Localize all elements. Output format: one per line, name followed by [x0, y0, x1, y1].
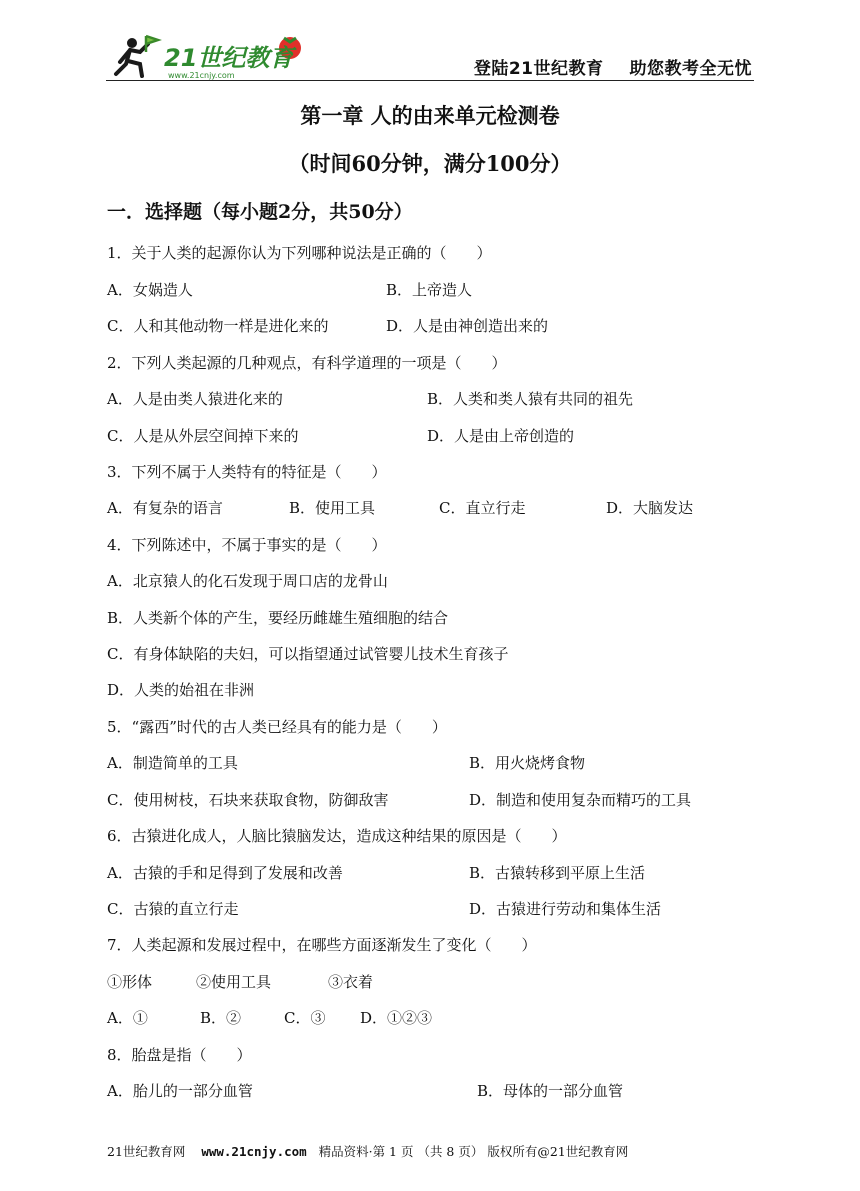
option-3c: C．直立行走: [439, 499, 526, 517]
option-2b: B．人类和类人猿有共同的祖先: [427, 390, 634, 408]
option-4a: A．北京猿人的化石发现于周口店的龙骨山: [107, 572, 388, 590]
page-subtitle: （时间60分钟，满分100分）: [288, 151, 572, 176]
option-7d: D．①②③: [360, 1009, 433, 1027]
option-7c: C．③: [284, 1009, 326, 1027]
option-5d: D．制造和使用复杂而精巧的工具: [469, 791, 692, 809]
option-7b: B．②: [200, 1009, 242, 1027]
header-slogan: [474, 54, 752, 79]
question-2: 2．下列人类起源的几种观点，有科学道理的一项是（ ）: [107, 354, 507, 372]
option-7a: A．①: [107, 1009, 148, 1027]
option-8b: B．母体的一部分血管: [477, 1082, 624, 1100]
option-6d: D．古猿进行劳动和集体生活: [469, 900, 662, 918]
option-1b: B．上帝造人: [386, 281, 473, 299]
option-1d: D．人是由神创造出来的: [386, 317, 549, 335]
page-footer: [107, 1142, 628, 1160]
option-4d: D．人类的始祖在非洲: [107, 681, 255, 699]
question-5: 5．“露西”时代的古人类已经具有的能力是（ ）: [107, 718, 447, 736]
question-3: 3．下列不属于人类特有的特征是（ ）: [107, 463, 387, 481]
item-7-3: ③衣着: [328, 973, 374, 991]
slogan-left: 登陆21世纪教育: [473, 59, 604, 79]
option-1c: C．人和其他动物一样是进化来的: [107, 317, 329, 335]
item-7-1: ①形体: [107, 973, 153, 991]
option-5c: C．使用树枝，石块来获取食物，防御敌害: [107, 791, 389, 809]
question-8: 8．胎盘是指（ ）: [107, 1046, 252, 1064]
option-6b: B．古猿转移到平原上生活: [469, 864, 646, 882]
option-2d: D．人是由上帝创造的: [427, 427, 575, 445]
option-6c: C．古猿的直立行走: [107, 900, 239, 918]
option-4b: B．人类新个体的产生，要经历雌雄生殖细胞的结合: [107, 609, 449, 627]
option-3d: D．大脑发达: [606, 499, 694, 517]
footer-site: 21世纪教育网: [107, 1144, 186, 1159]
logo-21cnjy: [112, 34, 312, 80]
question-6: 6．古猿进化成人，人脑比猿脑发达，造成这种结果的原因是（ ）: [107, 827, 567, 845]
logo-text: 21世纪教育: [164, 44, 294, 72]
slogan-right: 助您教考全无忧: [629, 59, 752, 79]
question-4: 4．下列陈述中，不属于事实的是（ ）: [107, 536, 387, 554]
header-divider: [106, 80, 754, 81]
option-3a: A．有复杂的语言: [107, 499, 223, 517]
option-3b: B．使用工具: [289, 499, 376, 517]
footer-info: 精品资料·第 1 页 （共 8 页） 版权所有@21世纪教育网: [318, 1144, 629, 1159]
logo-url: www.21cnjy.com: [168, 71, 235, 80]
option-2a: A．人是由类人猿进化来的: [107, 390, 283, 408]
question-1: 1．关于人类的起源你认为下列哪种说法是正确的（ ）: [107, 244, 492, 262]
option-4c: C．有身体缺陷的夫妇，可以指望通过试管婴儿技术生育孩子: [107, 645, 509, 663]
option-5a: A．制造简单的工具: [107, 754, 238, 772]
option-5b: B．用火烧烤食物: [469, 754, 586, 772]
option-1a: A．女娲造人: [107, 281, 193, 299]
option-2c: C．人是从外层空间掉下来的: [107, 427, 299, 445]
option-8a: A．胎儿的一部分血管: [107, 1082, 253, 1100]
section-title: 一．选择题（每小题2分，共50分）: [107, 201, 413, 223]
footer-url[interactable]: www.21cnjy.com: [201, 1144, 307, 1159]
page-title: 第一章 人的由来单元检测卷: [300, 103, 560, 128]
option-6a: A．古猿的手和足得到了发展和改善: [107, 864, 343, 882]
page-header: [106, 28, 756, 84]
question-7: 7．人类起源和发展过程中，在哪些方面逐渐发生了变化（ ）: [107, 936, 537, 954]
item-7-2: ②使用工具: [196, 973, 272, 991]
